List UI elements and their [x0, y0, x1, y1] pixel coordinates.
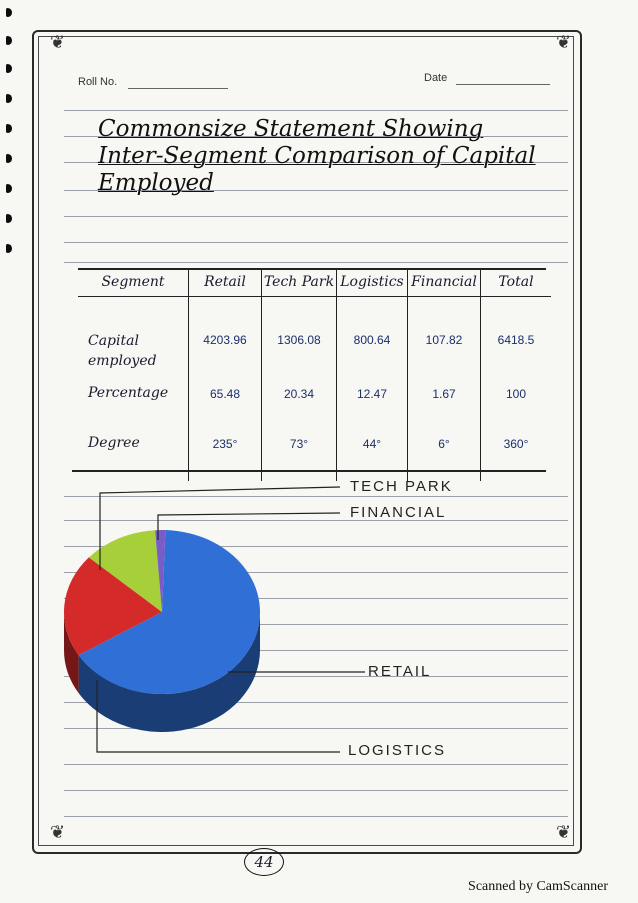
binder-hole — [6, 64, 12, 73]
table-header: Total — [481, 268, 552, 297]
table-cell: 12.47 — [337, 371, 408, 421]
ruled-line — [64, 790, 568, 791]
table-cell: 65.48 — [189, 371, 262, 421]
ruled-line — [64, 650, 568, 651]
roll-no-label: Roll No. — [78, 76, 118, 88]
date-line — [456, 84, 550, 85]
table-cell: 4203.96 — [189, 297, 262, 372]
table-row — [78, 371, 551, 421]
table-header: Logistics — [337, 268, 408, 297]
table-header-row — [78, 268, 551, 297]
table-cell: 100 — [505, 387, 527, 401]
ruled-line — [64, 546, 568, 547]
table-cell: 73° — [262, 421, 337, 481]
table-cell: 6418.5 — [497, 333, 535, 347]
ruled-line — [64, 216, 568, 217]
table-header: Financial — [408, 268, 481, 297]
page-title: Commonsize Statement Showing Inter-Segment Comparison of Capital Employed — [98, 116, 536, 196]
page-number: 44 — [244, 848, 284, 876]
ruled-line — [64, 572, 568, 573]
table-row — [78, 297, 551, 372]
table-cell: 1306.08 — [262, 297, 337, 372]
ruled-line — [64, 598, 568, 599]
binder-hole — [6, 244, 12, 253]
corner-ornament-icon: ❦ — [556, 32, 572, 53]
table-cell: 800.64 — [337, 297, 408, 372]
pie-label-tech-park: TECH PARK — [350, 478, 453, 495]
row-label: Percentage — [78, 371, 189, 421]
pie-label-retail: RETAIL — [368, 663, 432, 680]
ruled-line — [64, 676, 568, 677]
row-label: Capital employed — [78, 297, 189, 372]
ruled-line — [64, 520, 568, 521]
ruled-line — [64, 764, 568, 765]
segment-table — [78, 268, 551, 481]
table-cell: 44° — [337, 421, 408, 481]
corner-ornament-icon: ❦ — [50, 822, 66, 843]
ruled-line — [64, 624, 568, 625]
binder-hole — [6, 184, 12, 193]
binder-holes — [6, 0, 20, 260]
binder-hole — [6, 94, 12, 103]
table-cell: 20.34 — [262, 371, 337, 421]
ruled-line — [64, 702, 568, 703]
ruled-line — [64, 816, 568, 817]
corner-ornament-icon: ❦ — [556, 822, 572, 843]
ruled-line — [64, 110, 568, 111]
ruled-line — [64, 728, 568, 729]
table-cell: 6° — [408, 421, 481, 481]
scanner-watermark: Scanned by CamScanner — [468, 879, 608, 894]
date-label: Date — [424, 72, 448, 84]
table-bottom-rule — [72, 470, 546, 472]
table-header: Segment — [78, 268, 189, 297]
roll-no-line — [128, 88, 228, 89]
table-cell: 360° — [503, 437, 529, 451]
ruled-line — [64, 242, 568, 243]
corner-ornament-icon: ❦ — [50, 32, 66, 53]
row-label: Degree — [78, 421, 189, 481]
pie-label-financial: FINANCIAL — [350, 504, 447, 521]
table-cell: 107.82 — [408, 297, 481, 372]
table-cell: 1.67 — [408, 371, 481, 421]
binder-hole — [6, 8, 12, 17]
table-row — [78, 421, 551, 481]
table-header: Tech Park — [262, 268, 337, 297]
binder-hole — [6, 36, 12, 45]
ruled-line — [64, 496, 568, 497]
table-header: Retail — [189, 268, 262, 297]
binder-hole — [6, 154, 12, 163]
binder-hole — [6, 124, 12, 133]
binder-hole — [6, 214, 12, 223]
ruled-line — [64, 262, 568, 263]
table-cell: 235° — [189, 421, 262, 481]
pie-label-logistics: LOGISTICS — [348, 742, 447, 759]
